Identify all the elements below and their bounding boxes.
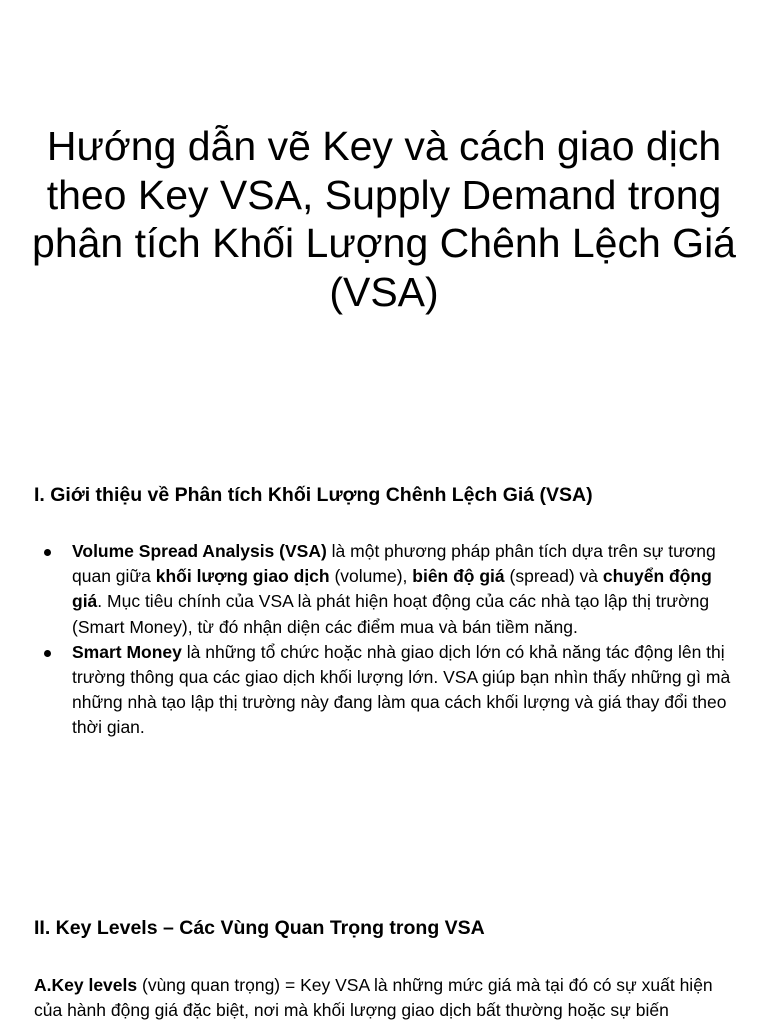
bullet-icon [44, 650, 51, 657]
document-title: Hướng dẫn vẽ Key và cách giao dịch theo Key VSA, Supply Demand trong phân tích Khối Lượng Chênh Lệch Giá (VSA) [32, 123, 736, 315]
introduction-bullet-list [0, 539, 768, 741]
section-heading-key-levels: II. Key Levels – Các Vùng Quan Trọng trong VSA [34, 917, 485, 939]
list-item [0, 539, 734, 640]
body-text: (spread) và [504, 566, 603, 587]
term-key-levels: A.Key levels [34, 975, 138, 995]
body-text: là những tổ chức hoặc nhà giao dịch lớn có khả năng tác động lên thị trường thông qua các giao dịch khối lượng lớn. VSA giúp bạn nhìn thấy những gì mà những nhà tạo lập thị trường này đang làm qua cách khối lượng và giá thay đổi theo thời gian. [72, 641, 731, 738]
body-text: (vùng quan trọng) = Key VSA là những mức giá mà tại đó có sự xuất hiện của hành động giá đặc biệt, nơi mà khối lượng giao dịch bất thường hoặc sự biến [34, 975, 713, 1021]
term-smart-money: Smart Money [72, 641, 182, 662]
term-spread: biên độ giá [412, 566, 505, 587]
section-heading-introduction: I. Giới thiệu về Phân tích Khối Lượng Chênh Lệch Giá (VSA) [34, 484, 593, 506]
body-text: là một phương pháp phân tích dựa trên sự tương quan giữa [72, 541, 716, 587]
key-levels-paragraph [34, 973, 734, 1023]
term-volume: khối lượng giao dịch [155, 566, 330, 587]
list-item [0, 640, 734, 741]
term-vsa: Volume Spread Analysis (VSA) [72, 541, 327, 561]
bullet-icon [44, 549, 51, 556]
body-text: . Mục tiêu chính của VSA là phát hiện hoạt động của các nhà tạo lập thị trường (Smart Money), từ đó nhận diện các điểm mua và bán tiềm năng. [72, 591, 710, 637]
term-price-movement: chuyển động giá [72, 566, 712, 612]
body-text: (volume), [329, 566, 413, 587]
